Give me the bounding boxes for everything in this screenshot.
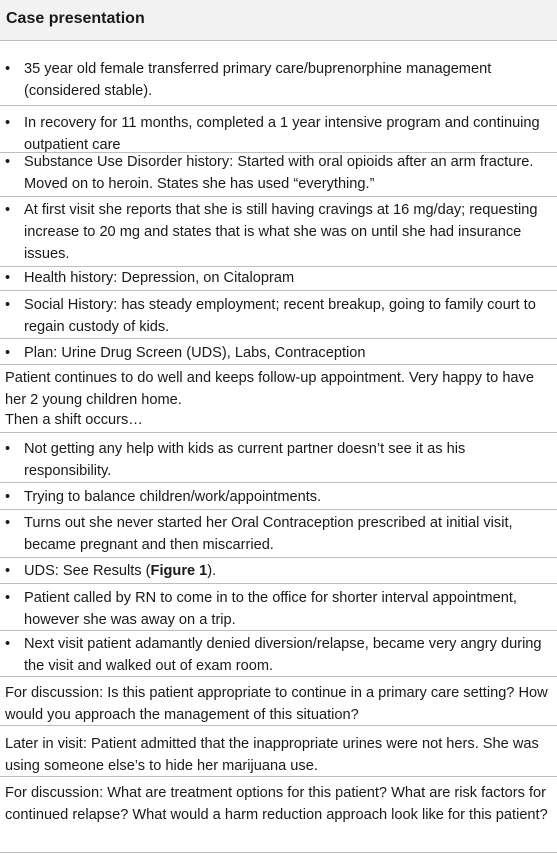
- paragraph-text: For discussion: What are treatment options for this patient? What are risk factors for continued relapse? What would a harm reduction approach look like for this patient?: [5, 785, 548, 823]
- bullet-icon: •: [5, 636, 11, 652]
- row-rule: [0, 776, 557, 777]
- bullet-text: At first visit she reports that she is still having cravings at 16 mg/day; requesting increase to 20 mg and states that is what she was on until she had insurance issues.: [24, 202, 538, 262]
- row-rule: [0, 630, 557, 631]
- uds-prefix: UDS: See Results (: [24, 563, 151, 579]
- table-header: [0, 0, 557, 40]
- bullet-icon: •: [5, 590, 11, 606]
- uds-suffix: ).: [207, 563, 217, 579]
- bullet-icon: •: [5, 563, 11, 579]
- bullet-text: In recovery for 11 months, completed a 1 year intensive program and continuing outpatient care: [24, 115, 540, 153]
- bullet-icon: •: [5, 270, 11, 286]
- bullet-icon: •: [5, 441, 11, 457]
- paragraph-text: Patient continues to do well and keeps follow-up appointment. Very happy to have her 2 young children home.: [5, 370, 534, 408]
- bullet-text: Health history: Depression, on Citalopram: [24, 270, 295, 286]
- bullet-icon: •: [5, 202, 11, 218]
- row-rule: [0, 364, 557, 365]
- bullet-text: Not getting any help with kids as current partner doesn’t see it as his responsibility.: [24, 441, 466, 479]
- row-rule: [0, 482, 557, 483]
- row-rule: [0, 290, 557, 291]
- bullet-icon: •: [5, 61, 11, 77]
- table-header-title: Case presentation: [6, 10, 145, 27]
- bullet-icon: •: [5, 154, 11, 170]
- row-rule: [0, 725, 557, 726]
- row-rule: [0, 338, 557, 339]
- paragraph-text: Then a shift occurs…: [5, 412, 143, 428]
- figure-reference: Figure 1: [150, 563, 208, 579]
- bullet-text: Plan: Urine Drug Screen (UDS), Labs, Contraception: [24, 345, 366, 361]
- row-rule: [0, 557, 557, 558]
- bullet-icon: •: [5, 297, 11, 313]
- row-rule: [0, 105, 557, 106]
- header-rule: [0, 40, 557, 41]
- bullet-icon: •: [5, 115, 11, 131]
- bottom-rule: [0, 852, 557, 853]
- bullet-text: 35 year old female transferred primary care/buprenorphine management (considered stable).: [24, 61, 492, 99]
- row-rule: [0, 509, 557, 510]
- row-rule: [0, 676, 557, 677]
- paragraph-text: Later in visit: Patient admitted that the inappropriate urines were not hers. She was using someone else’s to hide her marijuana use.: [5, 736, 539, 774]
- paragraph-text: For discussion: Is this patient appropriate to continue in a primary care setting? How would you approach the management of this situation?: [5, 685, 548, 723]
- bullet-icon: •: [5, 515, 11, 531]
- bullet-text: Patient called by RN to come in to the office for shorter interval appointment, however she was away on a trip.: [24, 590, 517, 628]
- row-rule: [0, 432, 557, 433]
- row-rule: [0, 583, 557, 584]
- bullet-text: Substance Use Disorder history: Started with oral opioids after an arm fracture. Moved on to heroin. States she has used “everything.”: [24, 154, 534, 192]
- bullet-text: Turns out she never started her Oral Contraception prescribed at initial visit, became pregnant and then miscarried.: [24, 515, 513, 553]
- bullet-text: Next visit patient adamantly denied diversion/relapse, became very angry during the visit and walked out of exam room.: [24, 636, 542, 674]
- row-rule: [0, 196, 557, 197]
- bullet-icon: •: [5, 345, 11, 361]
- bullet-text: [24, 560, 551, 582]
- bullet-icon: •: [5, 489, 11, 505]
- bullet-text: Social History: has steady employment; recent breakup, going to family court to regain custody of kids.: [24, 297, 536, 335]
- bullet-text: Trying to balance children/work/appointments.: [24, 489, 322, 505]
